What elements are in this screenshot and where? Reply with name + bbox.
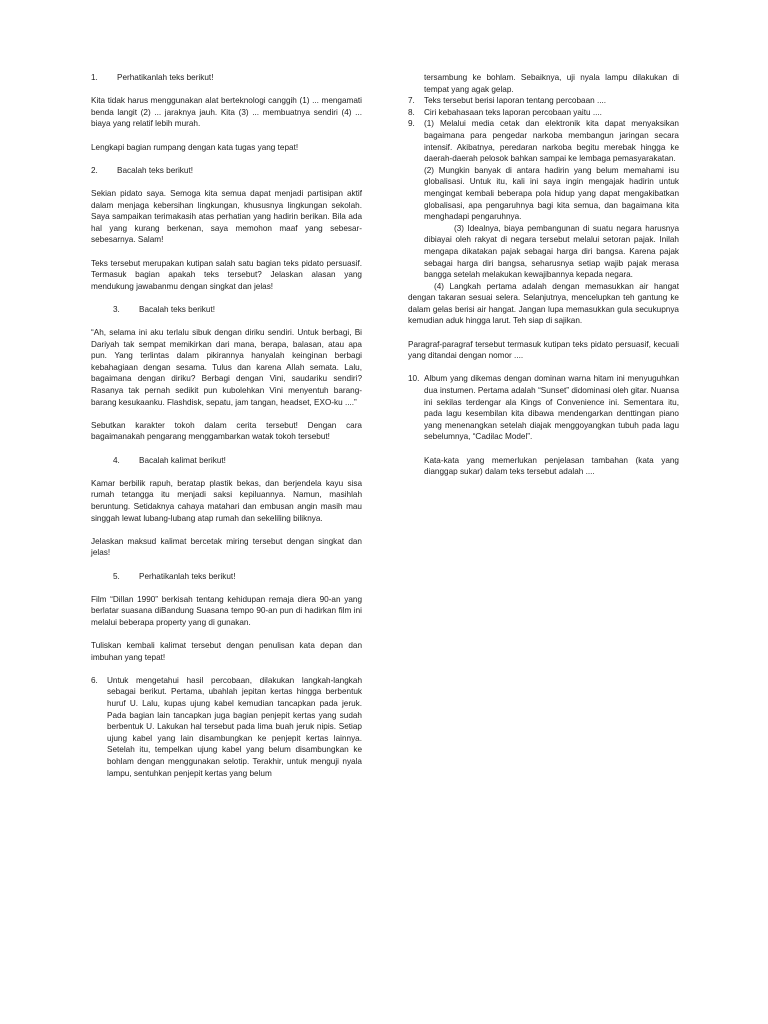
q5-heading-text: Perhatikanlah teks berikut! [139, 571, 236, 581]
q5-task: Tuliskan kembali kalimat tersebut dengan penulisan kata depan dan imbuhan yang tepat! [91, 641, 362, 662]
q9-paragraph-4: (4) Langkah pertama adalah dengan memasukkan air hangat dengan takaran sesuai selera. Selanjutnya, mencelupkan teh gantung ke dalam gelas berisi air hangat. Jangan lupa memasukkan gula secukupnya kemudian aduk hingga larut. Teh siap di sajikan. [408, 281, 679, 326]
q4-heading-text: Bacalah kalimat berikut! [139, 455, 226, 465]
q3-number: 3. [113, 304, 120, 314]
q1-number: 1. [91, 73, 98, 82]
q3-task: Sebutkan karakter tokoh dalam cerita tersebut! Dengan cara bagaimanakah pengarang menggambarkan watak tokoh tersebut! [91, 420, 362, 442]
q5-number: 5. [113, 571, 120, 581]
q7-text: Teks tersebut berisi laporan tentang percobaan .... [424, 96, 607, 106]
q4-number: 4. [113, 455, 120, 465]
q8-number: 8. [408, 107, 415, 117]
q10-item [408, 373, 679, 443]
left-column [91, 72, 362, 779]
q5-text: Film “Dillan 1990” berkisah tentang kehidupan remaja diera 90-an yang berlatar suasana diBandung Suasana tempo 90-an pun di hadirkan film ini melalui beberapa property yang di gunakan. [91, 594, 362, 627]
q2-text: Sekian pidato saya. Semoga kita semua dapat menjadi partisipan aktif dalam menjaga kebersihan lingkungan, khususnya lingkungan sekolah. Saya sampaikan terimakasih atas perhatian yang hadirin berikan. Bila ada hal yang kurang berkenan, saya memohon maaf yang sebesar-sebesarnya. Salam! [91, 188, 362, 245]
q3-text: “Ah, selama ini aku terlalu sibuk dengan diriku sendiri. Untuk berbagi, Bi Dariyah tak sempat memikirkan dari mana, berapa, balasan, atau apa pun. Yang terlintas dalam pikirannya hanyalah keinginan berbagi kebahagiaan dengan sesama. Tulus dan karena Allah semata. Lalu, bagaimana dengan diriku? Berbagi dengan Vini, saudariku sendiri? Rasanya tak pernah sedikit pun kubolehkan Vini menyentuh barang-barang kesukaanku. Flashdisk, sepatu, jam tangan, headset, EXO-ku ....” [91, 328, 362, 407]
q4-heading [91, 455, 362, 467]
q1-text: Kita tidak harus menggunakan alat berteknologi canggih (1) ... mengamati benda langit (2) ... jaraknya jauh. Kita (3) ... membuatnya sendiri (4) ... biaya yang relatif lebih murah. [91, 96, 362, 129]
q9-paragraph-1: (1) Melalui media cetak dan elektronik kita dapat menyaksikan bagaimana para pengedar narkoba membangun jaringan secara intensif. Akibatnya, peredaran narkoba begitu merebak hingga ke daerah-daerah pelosok bahkan sampai ke lembaga pemasyarakatan. [424, 119, 679, 164]
q2-task: Teks tersebut merupakan kutipan salah satu bagian teks pidato persuasif. Termasuk bagian apakah teks tersebut? Jelaskan alasan yang mendukung jawabanmu dengan singkat dan jelas! [91, 258, 362, 291]
q5-heading [91, 571, 362, 583]
q8-text: Ciri kebahasaan teks laporan percobaan yaitu .... [424, 107, 602, 117]
right-column [408, 72, 679, 478]
q10-text: Album yang dikemas dengan dominan warna hitam ini menyuguhkan dua instumen. Pertama adalah “Sunset” didominasi oleh gitar. Nuansa ini sekilas terdengar ala Kings of Convenience ini. Sementara itu, pada lagu kesembilan kita dibawa mendengarkan denttingan piano yang menenangkan setelah diajak menggoyangkan tubuh pada lagu sebelumnya, “Cadilac Model”. [424, 374, 679, 442]
q9-paragraph-2: (2) Mungkin banyak di antara hadirin yang belum memahami isu globalisasi. Untuk itu, kali ini saya ingin mengajak hadirin untuk mengingat kembali beberapa pola hidup yang dapat mengakibatkan globalisasi, apa pengaruhnya bagi kita semua, dan bagaimana kita menghadapi pengaruhnya. [424, 165, 679, 222]
q2-heading [91, 165, 362, 177]
q7-number: 7. [408, 96, 415, 106]
q3-heading-text: Bacalah teks berikut! [139, 304, 216, 314]
q1-heading [91, 72, 362, 84]
q2-heading-text: Bacalah teks berikut! [117, 165, 194, 175]
q4-task: Jelaskan maksud kalimat bercetak miring tersebut dengan singkat dan jelas! [91, 536, 362, 558]
q6-text: Untuk mengetahui hasil percobaan, dilakukan langkah-langkah sebagai berikut. Pertama, ubahlah jepitan kertas hingga berbentuk huruf U. Lalu, kupas ujung kabel kemudian tancapkan pada jeruk. Pada bagian lain tancapkan juga bagian penjepit kertas yang sudah berbentuk U. Lakukan hal tersebut pada lima buah jeruk nipis. Setiap ujung kabel yang lain disambungkan ke penjepit kertas lainnya. Setelah itu, tempelkan ujung kabel yang belum disambungkan ke bohlam dengan menggunakan selotip. Terakhir, untuk menguji nyala lampu, sentuhkan penjepit kertas yang belum [107, 675, 362, 778]
q4-text: Kamar berbilik rapuh, beratap plastik bekas, dan berjendela kayu sisa rumah tetangga itu menjadi saksi kepiluannya. Namun, masihlah beruntung. Setidaknya cahaya matahari dan embusan angin masih mau singgah lewat lubang-lubang atap rumah dan sekeliling biliknya. [91, 478, 362, 523]
q6-item [91, 675, 362, 779]
q6-continuation: tersambung ke bohlam. Sebaiknya, uji nyala lampu dilakukan di tempat yang agak gelap. [424, 73, 679, 94]
q6-number: 6. [91, 675, 98, 685]
q10-number: 10. [408, 374, 420, 384]
q3-heading [91, 304, 362, 316]
q2-number: 2. [91, 165, 98, 175]
q9-item [408, 118, 679, 164]
q10-task: Kata-kata yang memerlukan penjelasan tambahan (kata yang dianggap sukar) dalam teks tersebut adalah .... [424, 455, 679, 477]
q9-paragraph-3: (3) Idealnya, biaya pembangunan di suatu negara harusnya dibiayai oleh rakyat di negara tersebut melalui setoran pajak. Inilah mengapa dikatakan pajak sebagai harga diri bangsa. Karena pajak sebagai harga diri bangsa, seharusnya setiap wajib pajak merasa bangga setelah melakukan kewajibannya kepada negara. [424, 223, 679, 280]
q9-number: 9. [408, 119, 415, 129]
q7-item [408, 95, 679, 107]
q9-task: Paragraf-paragraf tersebut termasuk kutipan teks pidato persuasif, kecuali yang ditandai dengan nomor .... [408, 339, 679, 361]
q1-task: Lengkapi bagian rumpang dengan kata tugas yang tepat! [91, 142, 299, 152]
q8-item [408, 107, 679, 119]
q1-heading-text: Perhatikanlah teks berikut! [117, 73, 214, 82]
